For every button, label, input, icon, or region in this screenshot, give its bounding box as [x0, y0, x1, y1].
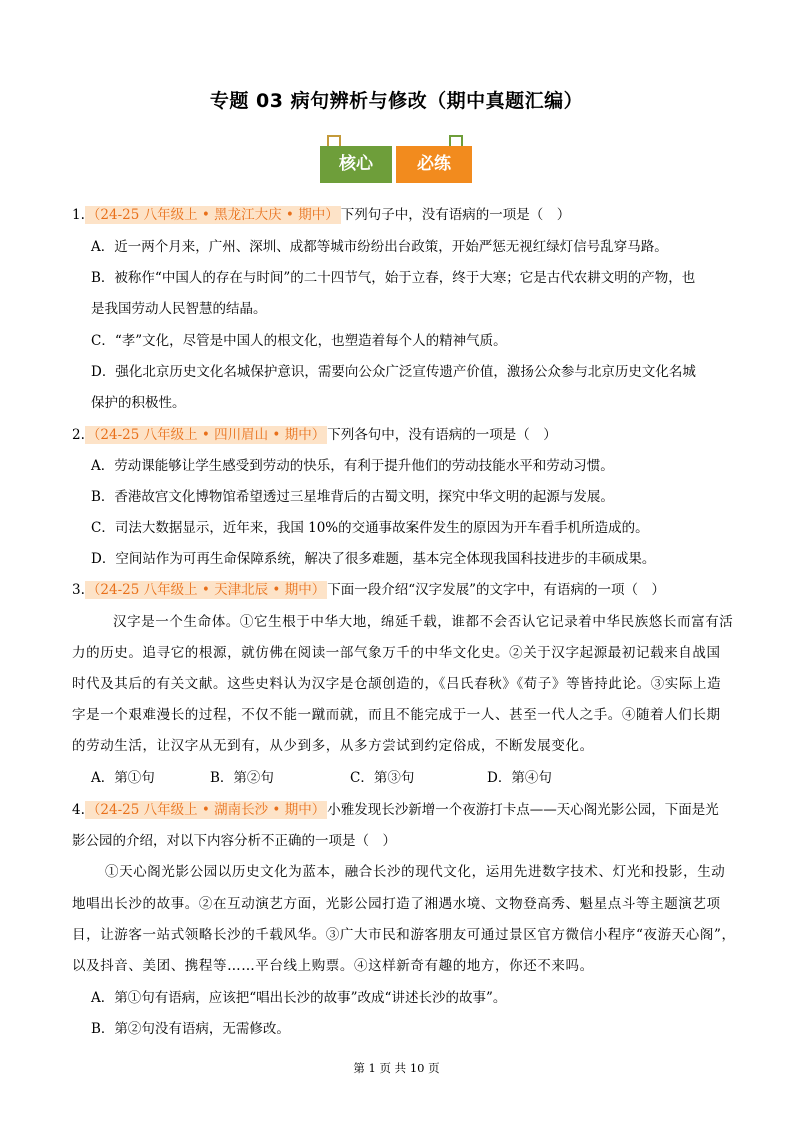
section-badge	[320, 134, 472, 186]
option-c: C．第③句	[350, 770, 415, 786]
source-tag: （24-25 八年级上 • 黑龙江大庆 • 期中）	[86, 207, 339, 223]
badge-practice: 必练	[396, 146, 472, 183]
passage-line: 的劳动生活，让汉字从无到有，从少到多，从多方尝试到约定俗成，不断发展变化。	[72, 738, 594, 754]
option-d: D．空间站作为可再生命保障系统，解决了很多难题，基本完全体现我国科技进步的丰硕成果。	[91, 551, 656, 567]
source-tag: （24-25 八年级上 • 四川眉山 • 期中）	[86, 427, 326, 443]
page-title: 专题 03 病句辨析与修改（期中真题汇编）	[209, 90, 584, 112]
question-number: 3.	[72, 582, 85, 598]
option-c: C．司法大数据显示，近年来，我国 10%的交通事故案件发生的原因为开车看手机所造成的。	[91, 520, 649, 536]
question-text: 下列句子中，没有语病的一项是（ ）	[340, 207, 571, 223]
passage-line: 以及抖音、美团、携程等……平台线上购票。④这样新奇有趣的地方，你还不来吗。	[72, 958, 594, 974]
passage-line: 地唱出长沙的故事。②在互动演艺方面，光影公园打造了湘遇水境、文物登高秀、魁星点斗等主题演艺项	[72, 896, 721, 912]
option-b-cont: 是我国劳动人民智慧的结晶。	[91, 301, 267, 317]
option-a: A．近一两个月来，广州、深圳、成都等城市纷纷出台政策，开始严惩无视红绿灯信号乱穿马路。	[91, 239, 668, 255]
question-text: 下列各句中，没有语病的一项是（ ）	[327, 427, 557, 443]
option-d: D．强化北京历史文化名城保护意识，需要向公众广泛宣传遗产价值，激扬公众参与北京历史文化名城	[91, 364, 696, 380]
option-a: A．第①句	[91, 770, 155, 786]
option-c: C．“孝”文化，尽管是中国人的根文化，也塑造着每个人的精神气质。	[91, 333, 507, 349]
passage-line: 力的历史。追寻它的根源，就仿佛在阅读一部气象万千的中华文化史。②关于汉字起源最初记载来自战国	[72, 645, 721, 661]
question-number: 1.	[72, 207, 85, 223]
passage-line: 时代及其后的有关文献。这些史料认为汉字是仓颉创造的，《吕氏春秋》《荀子》等皆持此论。③实际上造	[72, 676, 722, 692]
question-4-stem	[72, 800, 719, 820]
question-text: 下面一段介绍“汉字发展”的文字中，有语病的一项（ ）	[327, 582, 666, 598]
source-tag: （24-25 八年级上 • 湖南长沙 • 期中）	[86, 802, 326, 818]
source-tag: （24-25 八年级上 • 天津北辰 • 期中）	[86, 582, 326, 598]
page-footer: 第 1 页 共 10 页	[353, 1061, 440, 1075]
passage-line: ①天心阁光影公园以历史文化为蓝本，融合长沙的现代文化，运用先进数字技术、灯光和投影，生动	[105, 864, 726, 880]
passage-line: 汉字是一个生命体。①它生根于中华大地，绵延千载，谁都不会否认它记录着中华民族悠长而富有活	[113, 614, 734, 630]
option-b: B．香港故宫文化博物馆希望透过三星堆背后的古蜀文明，探究中华文明的起源与发展。	[91, 489, 614, 505]
passage-line: 字是一个艰难漫长的过程，不仅不能一蹴而就，而且不能完成于一人、甚至一代人之手。④随着人们长期	[72, 707, 721, 723]
question-number: 2.	[72, 427, 85, 443]
question-2-stem	[72, 425, 557, 445]
question-3-stem	[72, 580, 665, 600]
option-b: B．第②句没有语病，无需修改。	[91, 1021, 290, 1037]
option-d-cont: 保护的积极性。	[91, 395, 186, 411]
option-b: B．第②句	[210, 770, 274, 786]
question-number: 4.	[72, 802, 85, 818]
question-text: 小雅发现长沙新增一个夜游打卡点——天心阁光影公园，下面是光	[327, 802, 719, 818]
option-b: B．被称作“中国人的存在与时间”的二十四节气，始于立春，终于大寒；它是古代农耕文明的产物，也	[91, 270, 696, 286]
question-text-cont: 影公园的介绍，对以下内容分析不正确的一项是（ ）	[72, 833, 396, 849]
option-d: D．第④句	[487, 770, 552, 786]
passage-line: 目，让游客一站式领略长沙的千载风华。③广大市民和游客朋友可通过景区官方微信小程序“夜游天心阁”，	[72, 927, 736, 943]
badge-core: 核心	[320, 146, 392, 183]
option-a: A．第①句有语病，应该把“唱出长沙的故事”改成“讲述长沙的故事”。	[91, 990, 507, 1006]
question-1-stem	[72, 205, 570, 225]
option-a: A．劳动课能够让学生感受到劳动的快乐，有利于提升他们的劳动技能水平和劳动习惯。	[91, 458, 614, 474]
